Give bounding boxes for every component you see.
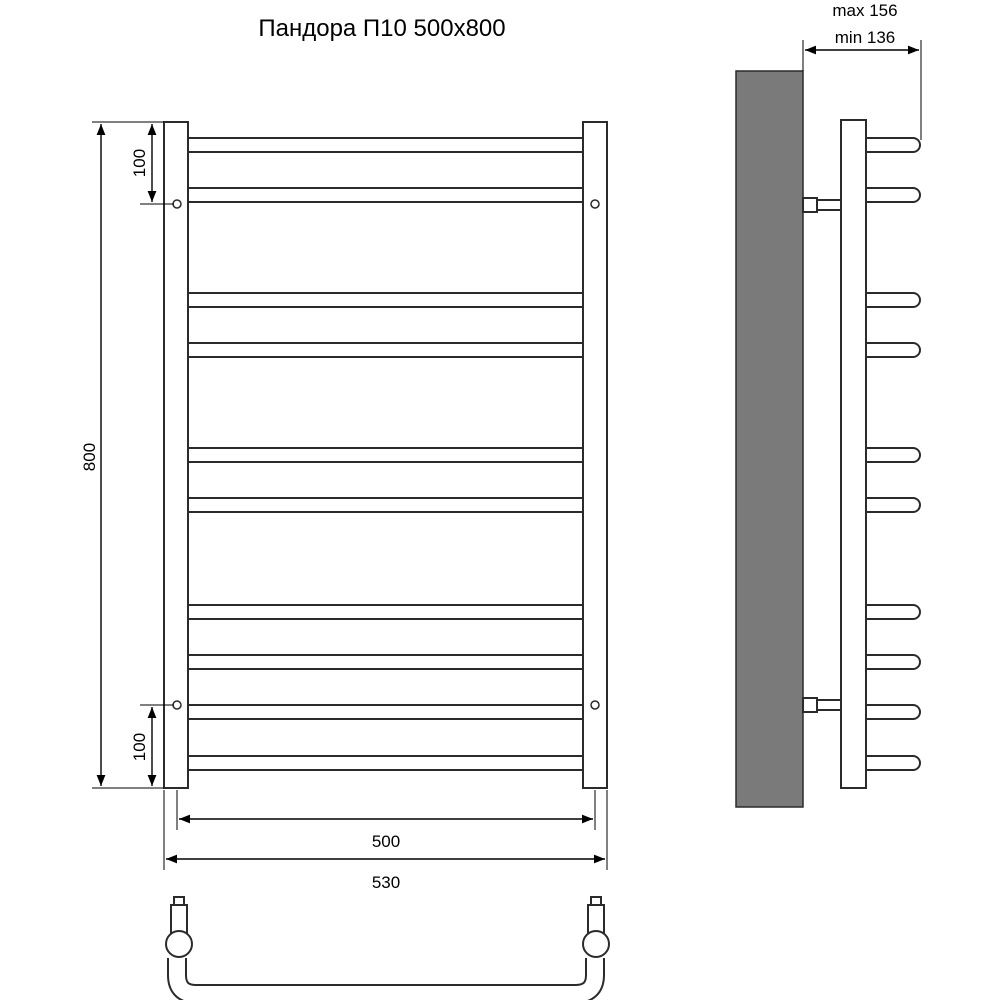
side-view xyxy=(736,71,920,807)
rail-5 xyxy=(172,448,600,462)
side-stub-3 xyxy=(858,293,920,307)
connection-dot-bottom-left xyxy=(173,701,181,709)
connection-dot-bottom-right xyxy=(591,701,599,709)
front-view xyxy=(164,122,607,788)
dimension-inner-width xyxy=(177,790,595,851)
connection-dot-top-right xyxy=(591,200,599,208)
rail-1 xyxy=(172,138,600,152)
mount-top-plate xyxy=(803,198,817,212)
side-stub-5 xyxy=(858,448,920,462)
outer-width-label: 530 xyxy=(371,873,401,892)
rail-3 xyxy=(172,293,600,307)
side-stub-7 xyxy=(858,605,920,619)
mount-bottom-plate xyxy=(803,698,817,712)
side-stub-6 xyxy=(858,498,920,512)
left-post xyxy=(164,122,188,788)
mount-top-arm xyxy=(817,200,841,210)
bottom-view xyxy=(166,897,609,994)
connection-dot-top-left xyxy=(173,200,181,208)
valve-body-left xyxy=(171,905,187,933)
side-stub-4 xyxy=(858,343,920,357)
side-post xyxy=(841,120,866,788)
side-stub-1 xyxy=(858,138,920,152)
rail-10 xyxy=(172,756,600,770)
side-stub-10 xyxy=(858,756,920,770)
front-rails xyxy=(172,138,600,770)
side-stub-9 xyxy=(858,705,920,719)
rail-7 xyxy=(172,605,600,619)
side-rail-stubs xyxy=(858,138,920,770)
rail-4 xyxy=(172,343,600,357)
inner-width-label: 500 xyxy=(371,832,401,851)
bottom-spacing-label: 100 xyxy=(130,732,149,762)
depth-max-label: max 156 xyxy=(832,1,898,20)
rail-6 xyxy=(172,498,600,512)
side-stub-2 xyxy=(858,188,920,202)
valve-round-left xyxy=(166,931,192,957)
rail-9 xyxy=(172,705,600,719)
rail-2 xyxy=(172,188,600,202)
mount-bottom-arm xyxy=(817,700,841,710)
drawing-title: Пандора П10 500х800 xyxy=(258,15,506,42)
wall xyxy=(736,71,803,807)
height-label: 800 xyxy=(80,442,99,472)
side-stub-8 xyxy=(858,655,920,669)
valve-round-right xyxy=(583,931,609,957)
depth-min-label: min 136 xyxy=(834,28,896,47)
right-post xyxy=(583,122,607,788)
dimension-height xyxy=(80,122,164,788)
bottom-tube-fill xyxy=(177,958,595,994)
top-spacing-label: 100 xyxy=(130,148,149,178)
valve-body-right xyxy=(588,905,604,933)
rail-8 xyxy=(172,655,600,669)
